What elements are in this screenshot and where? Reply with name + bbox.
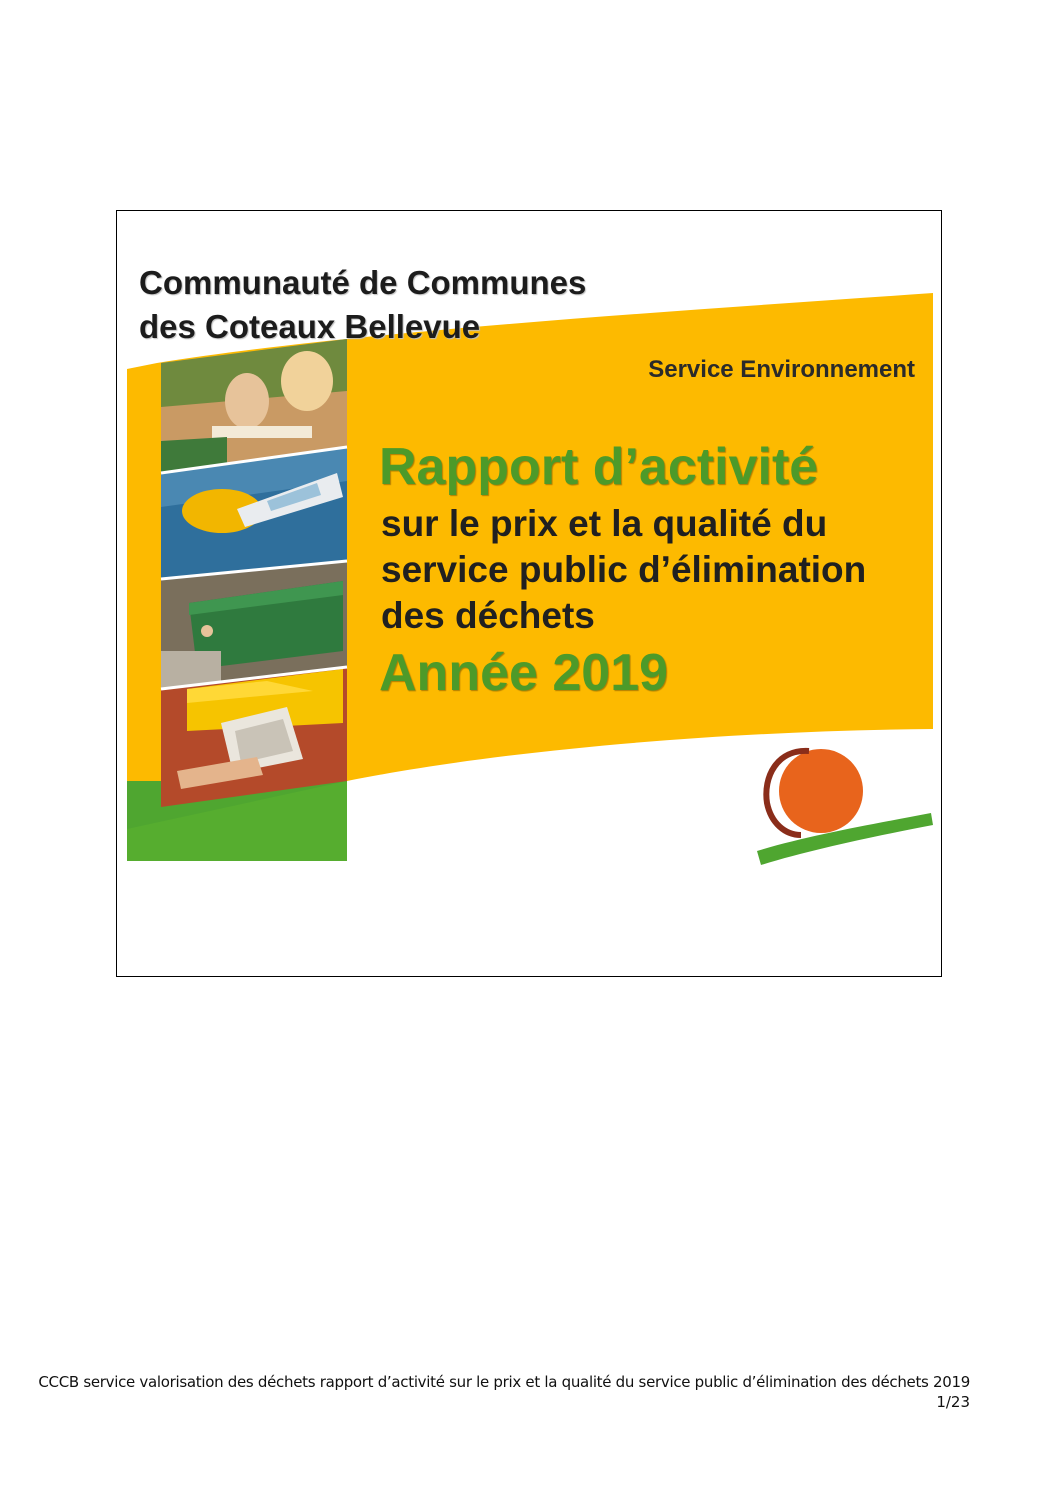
subtitle-line2: service public d’élimination	[381, 549, 867, 590]
page-number: 1/23	[936, 1393, 970, 1411]
footer-text: CCCB service valorisation des déchets rapport d’activité sur le prix et la qualité du service public d’élimination des déchets 2019	[38, 1373, 970, 1391]
photo-collage	[161, 339, 347, 807]
organization-name-line1: Communauté de Communes	[139, 264, 587, 301]
report-title: Rapport d’activité	[379, 438, 819, 496]
report-subtitle	[381, 501, 866, 639]
subtitle-line3: des déchets	[381, 595, 595, 636]
report-year: Année 2019	[379, 644, 669, 702]
coteaux-bellevue-logo	[749, 743, 939, 869]
organization-name	[139, 261, 586, 349]
service-label: Service Environnement	[648, 356, 915, 383]
organization-name-line2: des Coteaux Bellevue	[139, 308, 481, 345]
logo-sun	[779, 749, 863, 833]
cover-page	[116, 210, 942, 977]
subtitle-line1: sur le prix et la qualité du	[381, 503, 828, 544]
